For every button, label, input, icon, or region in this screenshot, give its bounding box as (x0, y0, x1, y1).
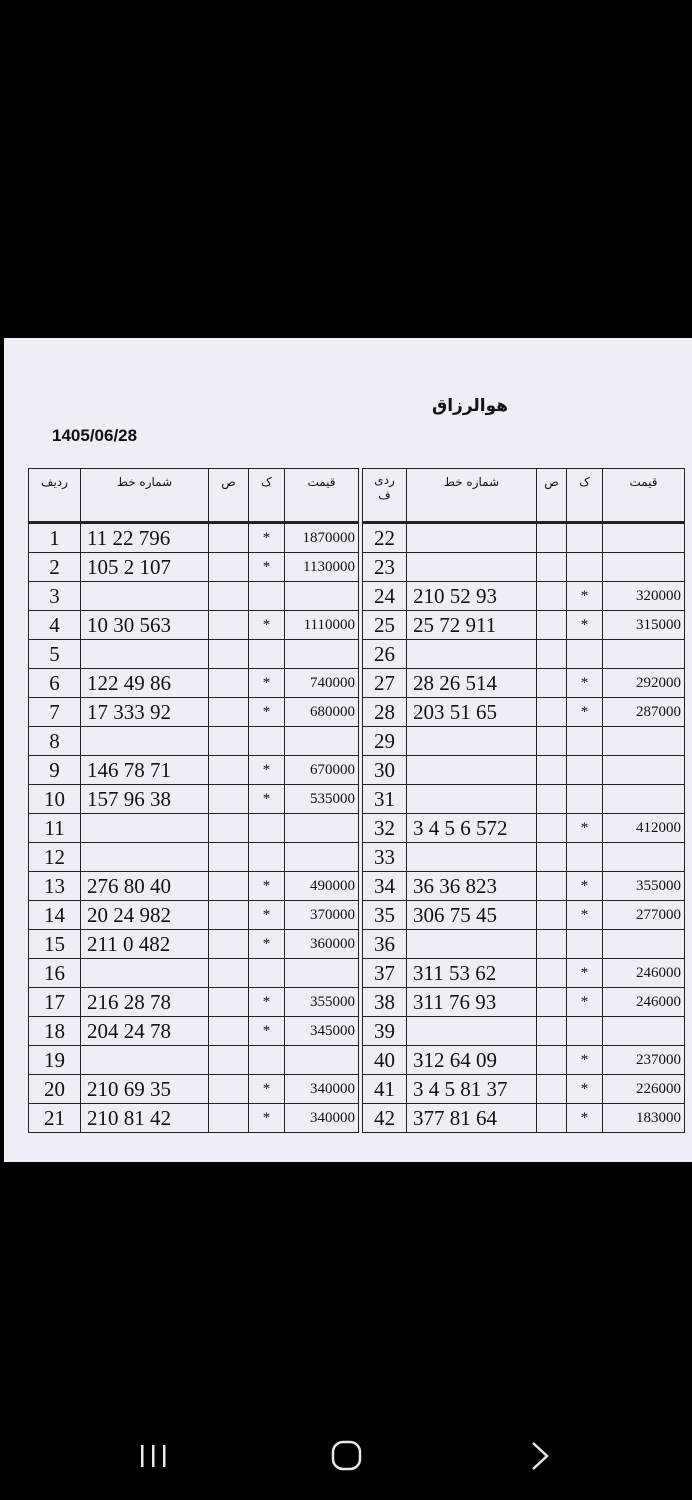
line-number-cell: 211 0 482 (81, 930, 209, 959)
line-number-cell: 204 24 78 (81, 1017, 209, 1046)
table-row (29, 785, 359, 814)
star-cell: * (249, 553, 285, 582)
row-number-cell: 25 (363, 611, 407, 640)
sad-cell (537, 988, 567, 1017)
line-number-cell: 36 36 823 (407, 872, 537, 901)
price-cell: 246000 (603, 959, 685, 988)
table-row (363, 727, 685, 756)
row-number-cell: 5 (29, 640, 81, 669)
row-number-cell: 32 (363, 814, 407, 843)
star-cell: * (567, 611, 603, 640)
star-cell: * (567, 698, 603, 727)
table-row (29, 1046, 359, 1075)
price-table-right (362, 468, 684, 1133)
table-row (29, 727, 359, 756)
table-row (363, 1046, 685, 1075)
star-cell: * (249, 1075, 285, 1104)
sad-cell (209, 1046, 249, 1075)
row-number-cell: 22 (363, 523, 407, 553)
row-number-cell: 23 (363, 553, 407, 582)
star-cell: * (567, 988, 603, 1017)
line-number-cell (407, 1017, 537, 1046)
row-number-cell: 29 (363, 727, 407, 756)
table-row (29, 523, 359, 553)
price-cell (603, 756, 685, 785)
star-cell: * (249, 523, 285, 553)
price-cell: 320000 (603, 582, 685, 611)
sad-cell (537, 843, 567, 872)
line-number-cell (407, 553, 537, 582)
table-row (29, 901, 359, 930)
star-cell: * (249, 611, 285, 640)
price-cell: 315000 (603, 611, 685, 640)
sad-cell (209, 611, 249, 640)
price-cell: 340000 (285, 1075, 359, 1104)
star-cell: * (567, 814, 603, 843)
row-number-cell: 24 (363, 582, 407, 611)
star-cell (567, 523, 603, 553)
line-number-cell (407, 523, 537, 553)
table-row (29, 756, 359, 785)
row-number-cell: 40 (363, 1046, 407, 1075)
star-cell: * (249, 988, 285, 1017)
price-cell: 680000 (285, 698, 359, 727)
line-number-cell (81, 727, 209, 756)
line-number-cell: 20 24 982 (81, 901, 209, 930)
table-row (363, 582, 685, 611)
price-cell (285, 959, 359, 988)
sad-cell (537, 1046, 567, 1075)
line-number-cell (407, 785, 537, 814)
sad-cell (537, 814, 567, 843)
line-number-cell (81, 582, 209, 611)
row-number-cell: 28 (363, 698, 407, 727)
table-row (29, 1104, 359, 1133)
scanned-document (4, 338, 692, 1162)
table-row (363, 1104, 685, 1133)
price-cell (603, 930, 685, 959)
price-cell: 412000 (603, 814, 685, 843)
price-cell (603, 727, 685, 756)
line-number-cell: 122 49 86 (81, 669, 209, 698)
table-row (363, 523, 685, 553)
recents-icon[interactable] (134, 1440, 174, 1472)
sad-cell (209, 901, 249, 930)
row-number-cell: 6 (29, 669, 81, 698)
line-number-cell: 146 78 71 (81, 756, 209, 785)
header-row-number (363, 469, 407, 523)
price-cell: 287000 (603, 698, 685, 727)
line-number-cell: 276 80 40 (81, 872, 209, 901)
sad-cell (209, 727, 249, 756)
header-s: ص (209, 469, 249, 523)
line-number-cell (81, 640, 209, 669)
table-row (29, 959, 359, 988)
table-row (29, 988, 359, 1017)
line-number-cell (407, 640, 537, 669)
star-cell (567, 1017, 603, 1046)
row-number-cell: 31 (363, 785, 407, 814)
star-cell (567, 785, 603, 814)
line-number-cell: 11 22 796 (81, 523, 209, 553)
star-cell: * (567, 901, 603, 930)
price-cell: 535000 (285, 785, 359, 814)
line-number-cell (81, 843, 209, 872)
price-cell (603, 553, 685, 582)
header-k: ک (249, 469, 285, 523)
header-line-number: شماره خط (81, 469, 209, 523)
line-number-cell: 210 69 35 (81, 1075, 209, 1104)
sad-cell (537, 582, 567, 611)
table-row (29, 930, 359, 959)
price-cell (285, 814, 359, 843)
line-number-cell (81, 814, 209, 843)
line-number-cell: 210 52 93 (407, 582, 537, 611)
sad-cell (209, 785, 249, 814)
price-cell (285, 582, 359, 611)
table-row (363, 669, 685, 698)
star-cell: * (249, 1104, 285, 1133)
sad-cell (209, 1017, 249, 1046)
star-cell: * (567, 1104, 603, 1133)
star-cell (249, 582, 285, 611)
star-cell (249, 727, 285, 756)
row-number-cell: 9 (29, 756, 81, 785)
table-row (363, 611, 685, 640)
row-number-cell: 3 (29, 582, 81, 611)
price-cell (603, 785, 685, 814)
sad-cell (209, 1104, 249, 1133)
row-number-cell: 18 (29, 1017, 81, 1046)
sad-cell (537, 1104, 567, 1133)
table-row (363, 698, 685, 727)
sad-cell (537, 640, 567, 669)
star-cell: * (249, 698, 285, 727)
sad-cell (209, 640, 249, 669)
sad-cell (209, 930, 249, 959)
row-number-cell: 30 (363, 756, 407, 785)
row-number-cell: 19 (29, 1046, 81, 1075)
row-number-cell: 41 (363, 1075, 407, 1104)
star-cell (567, 843, 603, 872)
header-k: ک (567, 469, 603, 523)
sad-cell (537, 553, 567, 582)
document-date: 1405/06/28 (52, 426, 138, 445)
price-cell: 670000 (285, 756, 359, 785)
star-cell (567, 756, 603, 785)
header-row-number: ردیف (29, 469, 81, 523)
row-number-cell: 1 (29, 523, 81, 553)
line-number-cell: 157 96 38 (81, 785, 209, 814)
sad-cell (209, 959, 249, 988)
row-number-cell: 2 (29, 553, 81, 582)
row-number-cell: 12 (29, 843, 81, 872)
line-number-cell (407, 727, 537, 756)
row-number-cell: 10 (29, 785, 81, 814)
header-price: قیمت (285, 469, 359, 523)
back-icon[interactable] (520, 1440, 560, 1472)
sad-cell (537, 698, 567, 727)
price-cell: 183000 (603, 1104, 685, 1133)
price-cell (603, 843, 685, 872)
table-row (363, 785, 685, 814)
price-cell: 1870000 (285, 523, 359, 553)
line-number-cell: 210 81 42 (81, 1104, 209, 1133)
android-navigation-bar (0, 1420, 692, 1490)
price-cell (285, 640, 359, 669)
line-number-cell: 28 26 514 (407, 669, 537, 698)
line-number-cell: 377 81 64 (407, 1104, 537, 1133)
star-cell (249, 843, 285, 872)
table-row (363, 901, 685, 930)
sad-cell (209, 582, 249, 611)
star-cell: * (249, 872, 285, 901)
line-number-cell: 216 28 78 (81, 988, 209, 1017)
row-number-cell: 21 (29, 1104, 81, 1133)
line-number-cell (407, 756, 537, 785)
star-cell (567, 727, 603, 756)
row-number-cell: 27 (363, 669, 407, 698)
home-icon[interactable] (326, 1440, 366, 1472)
star-cell: * (567, 582, 603, 611)
row-number-cell: 26 (363, 640, 407, 669)
star-cell (249, 640, 285, 669)
line-number-cell: 17 333 92 (81, 698, 209, 727)
row-number-cell: 17 (29, 988, 81, 1017)
row-number-cell: 34 (363, 872, 407, 901)
table-row (363, 1017, 685, 1046)
header-row-number-part2: ف (378, 488, 391, 502)
table-row (363, 988, 685, 1017)
table-row (363, 1075, 685, 1104)
star-cell: * (567, 669, 603, 698)
row-number-cell: 15 (29, 930, 81, 959)
star-cell (567, 553, 603, 582)
row-number-cell: 8 (29, 727, 81, 756)
star-cell: * (249, 669, 285, 698)
price-cell: 360000 (285, 930, 359, 959)
table-row (363, 756, 685, 785)
sad-cell (537, 872, 567, 901)
header-price: قیمت (603, 469, 685, 523)
price-cell (285, 1046, 359, 1075)
line-number-cell: 25 72 911 (407, 611, 537, 640)
price-cell: 345000 (285, 1017, 359, 1046)
line-number-cell: 203 51 65 (407, 698, 537, 727)
table-row (363, 959, 685, 988)
star-cell (249, 1046, 285, 1075)
price-cell: 1110000 (285, 611, 359, 640)
sad-cell (537, 727, 567, 756)
row-number-cell: 20 (29, 1075, 81, 1104)
star-cell (249, 814, 285, 843)
price-cell: 246000 (603, 988, 685, 1017)
table-header-row (363, 469, 685, 523)
sad-cell (209, 988, 249, 1017)
row-number-cell: 13 (29, 872, 81, 901)
price-cell: 340000 (285, 1104, 359, 1133)
sad-cell (537, 1017, 567, 1046)
sad-cell (537, 930, 567, 959)
sad-cell (537, 611, 567, 640)
sad-cell (537, 1075, 567, 1104)
price-cell: 292000 (603, 669, 685, 698)
price-cell (603, 1017, 685, 1046)
price-cell (285, 727, 359, 756)
row-number-cell: 14 (29, 901, 81, 930)
sad-cell (209, 523, 249, 553)
row-number-cell: 42 (363, 1104, 407, 1133)
line-number-cell: 10 30 563 (81, 611, 209, 640)
price-cell (603, 640, 685, 669)
star-cell: * (249, 1017, 285, 1046)
sad-cell (209, 553, 249, 582)
row-number-cell: 7 (29, 698, 81, 727)
row-number-cell: 16 (29, 959, 81, 988)
sad-cell (537, 669, 567, 698)
row-number-cell: 37 (363, 959, 407, 988)
price-cell (603, 523, 685, 553)
sad-cell (537, 901, 567, 930)
table-row (29, 582, 359, 611)
price-cell: 226000 (603, 1075, 685, 1104)
table-row (29, 553, 359, 582)
line-number-cell: 105 2 107 (81, 553, 209, 582)
price-table-left (28, 468, 358, 1133)
table-row (363, 872, 685, 901)
header-s: ص (537, 469, 567, 523)
sad-cell (209, 669, 249, 698)
table-row (29, 669, 359, 698)
table-row (29, 843, 359, 872)
row-number-cell: 38 (363, 988, 407, 1017)
price-cell: 355000 (603, 872, 685, 901)
table-row (363, 814, 685, 843)
row-number-cell: 36 (363, 930, 407, 959)
star-cell: * (567, 1046, 603, 1075)
table-row (363, 930, 685, 959)
price-cell: 740000 (285, 669, 359, 698)
sad-cell (209, 843, 249, 872)
sad-cell (537, 959, 567, 988)
row-number-cell: 4 (29, 611, 81, 640)
line-number-cell: 3 4 5 6 572 (407, 814, 537, 843)
line-number-cell: 3 4 5 81 37 (407, 1075, 537, 1104)
sad-cell (209, 872, 249, 901)
star-cell: * (249, 901, 285, 930)
star-cell: * (249, 930, 285, 959)
star-cell (567, 930, 603, 959)
line-number-cell: 312 64 09 (407, 1046, 537, 1075)
line-number-cell (407, 930, 537, 959)
star-cell: * (567, 1075, 603, 1104)
sad-cell (537, 756, 567, 785)
document-heading: هوالرزاق (432, 396, 509, 416)
table-row (29, 872, 359, 901)
table-row (29, 640, 359, 669)
header-row-number-part1: ردی (374, 473, 395, 487)
price-cell (285, 843, 359, 872)
star-cell: * (567, 959, 603, 988)
price-cell: 355000 (285, 988, 359, 1017)
star-cell: * (249, 756, 285, 785)
line-number-cell: 311 53 62 (407, 959, 537, 988)
line-number-cell (407, 843, 537, 872)
line-number-cell: 306 75 45 (407, 901, 537, 930)
star-cell (567, 640, 603, 669)
row-number-cell: 33 (363, 843, 407, 872)
row-number-cell: 39 (363, 1017, 407, 1046)
table-header-row (29, 469, 359, 523)
line-number-cell: 311 76 93 (407, 988, 537, 1017)
table-row (363, 640, 685, 669)
price-cell: 1130000 (285, 553, 359, 582)
sad-cell (537, 785, 567, 814)
table-row (29, 611, 359, 640)
sad-cell (537, 523, 567, 553)
row-number-cell: 35 (363, 901, 407, 930)
sad-cell (209, 698, 249, 727)
star-cell (249, 959, 285, 988)
table-row (363, 553, 685, 582)
price-cell: 490000 (285, 872, 359, 901)
sad-cell (209, 814, 249, 843)
table-row (29, 1075, 359, 1104)
price-cell: 370000 (285, 901, 359, 930)
table-row (363, 843, 685, 872)
line-number-cell (81, 1046, 209, 1075)
table-row (29, 698, 359, 727)
sad-cell (209, 756, 249, 785)
row-number-cell: 11 (29, 814, 81, 843)
table-row (29, 1017, 359, 1046)
price-cell: 277000 (603, 901, 685, 930)
price-cell: 237000 (603, 1046, 685, 1075)
star-cell: * (249, 785, 285, 814)
line-number-cell (81, 959, 209, 988)
table-row (29, 814, 359, 843)
header-line-number: شماره خط (407, 469, 537, 523)
sad-cell (209, 1075, 249, 1104)
star-cell: * (567, 872, 603, 901)
